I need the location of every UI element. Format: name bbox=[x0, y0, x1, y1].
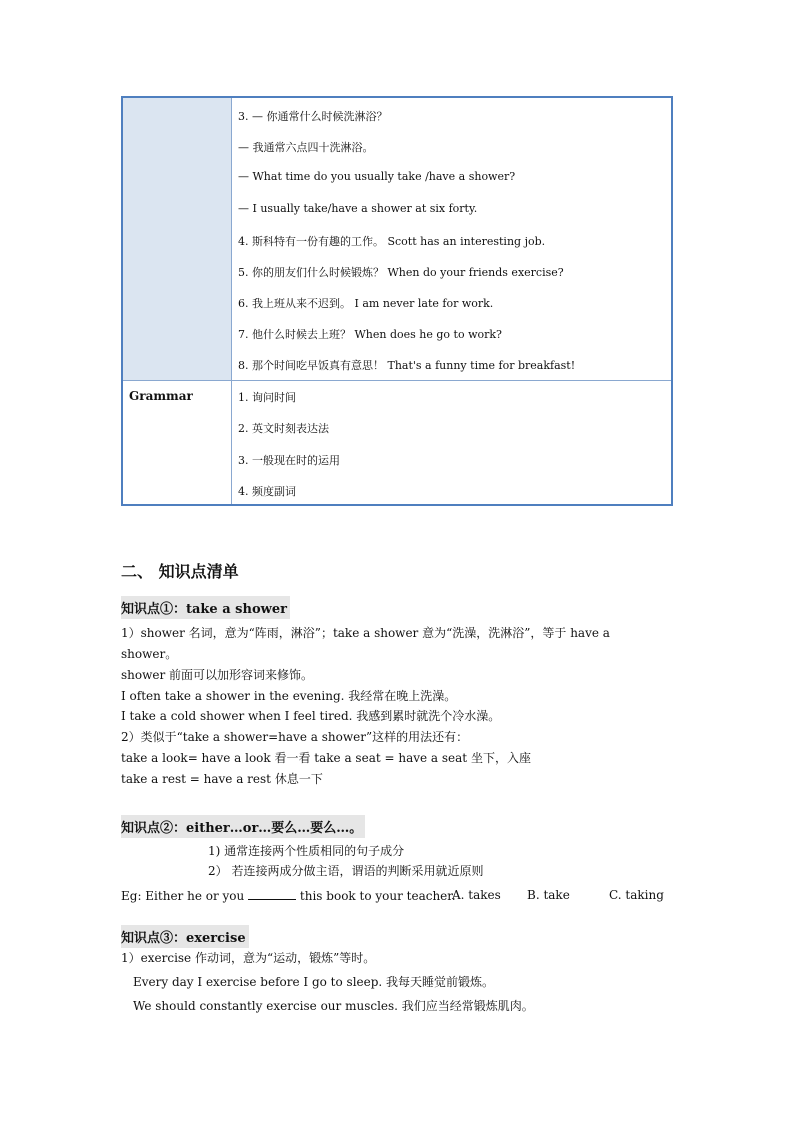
section-title: 二、 知识点清单 bbox=[121, 562, 239, 581]
kp1-line: I often take a shower in the evening. 我经常在晚上洗澡。 bbox=[121, 689, 457, 703]
kp1-line: take a rest = have a rest 休息一下 bbox=[121, 772, 323, 786]
kp3-line: Every day I exercise before I go to sleep. 我每天睡觉前锻炼。 bbox=[133, 975, 495, 989]
option-a: A. takes bbox=[452, 888, 501, 902]
knowledge-point-3-title: 知识点③：exercise bbox=[121, 925, 249, 948]
option-b: B. take bbox=[527, 888, 570, 902]
grammar-item: 3. 一般现在时的运用 bbox=[238, 454, 340, 467]
kp1-line: I take a cold shower when I feel tired. 我感到累时就洗个冷水澡。 bbox=[121, 709, 501, 723]
example-text: Eg: Either he or you bbox=[121, 889, 245, 903]
table-line: 6. 我上班从来不迟到。 I am never late for work. bbox=[238, 297, 494, 310]
kp1-line: shower 前面可以加形容词来修饰。 bbox=[121, 668, 314, 682]
example-text: this book to your teacher. bbox=[299, 889, 456, 903]
table-line: — I usually take/have a shower at six forty. bbox=[238, 202, 478, 215]
table-line: 4. 斯科特有一份有趣的工作。 Scott has an interesting job. bbox=[238, 235, 546, 248]
table-line: 7. 他什么时候去上班？ When does he go to work? bbox=[238, 328, 502, 341]
table-line: — What time do you usually take /have a shower? bbox=[238, 170, 516, 183]
grammar-item: 2. 英文时刻表达法 bbox=[238, 422, 329, 435]
knowledge-point-2-title: 知识点②：either…or…要么…要么…。 bbox=[121, 815, 365, 838]
kp1-line: 2）类似于“take a shower=have a shower”这样的用法还有： bbox=[121, 730, 469, 744]
option-c: C. taking bbox=[609, 888, 664, 902]
kp2-rule: 2） 若连接两成分做主语，谓语的判断采用就近原则 bbox=[208, 864, 484, 878]
grammar-row-label: Grammar bbox=[129, 389, 193, 403]
table-line: 8. 那个时间吃早饭真有意思！ That's a funny time for breakfast! bbox=[238, 359, 576, 372]
kp3-line: 1）exercise 作动词，意为“运动，锻炼”等时。 bbox=[121, 951, 376, 965]
knowledge-point-1-title: 知识点①：take a shower bbox=[121, 596, 290, 619]
kp1-line: take a look= have a look 看一看 take a seat = have a seat 坐下，入座 bbox=[121, 751, 531, 765]
example-sentence bbox=[121, 888, 456, 903]
grammar-item: 4. 频度副词 bbox=[238, 485, 296, 498]
table-line: 3. — 你通常什么时候洗淋浴？ bbox=[238, 110, 388, 123]
table-line: 5. 你的朋友们什么时候锻炼？ When do your friends exercise? bbox=[238, 266, 564, 279]
table-row-divider bbox=[123, 380, 671, 381]
answer-blank[interactable] bbox=[248, 888, 296, 900]
vocab-grammar-table bbox=[121, 96, 673, 506]
kp3-line: We should constantly exercise our muscles. 我们应当经常锻炼肌肉。 bbox=[133, 999, 534, 1013]
kp2-rule: 1) 通常连接两个性质相同的句子成分 bbox=[208, 844, 405, 858]
kp1-line: 1）shower 名词，意为“阵雨，淋浴”；take a shower 意为“洗澡，洗淋浴”，等于 have a bbox=[121, 626, 610, 640]
grammar-item: 1. 询问时间 bbox=[238, 391, 296, 404]
kp1-line: shower。 bbox=[121, 647, 178, 661]
table-line: — 我通常六点四十洗淋浴。 bbox=[238, 141, 374, 154]
